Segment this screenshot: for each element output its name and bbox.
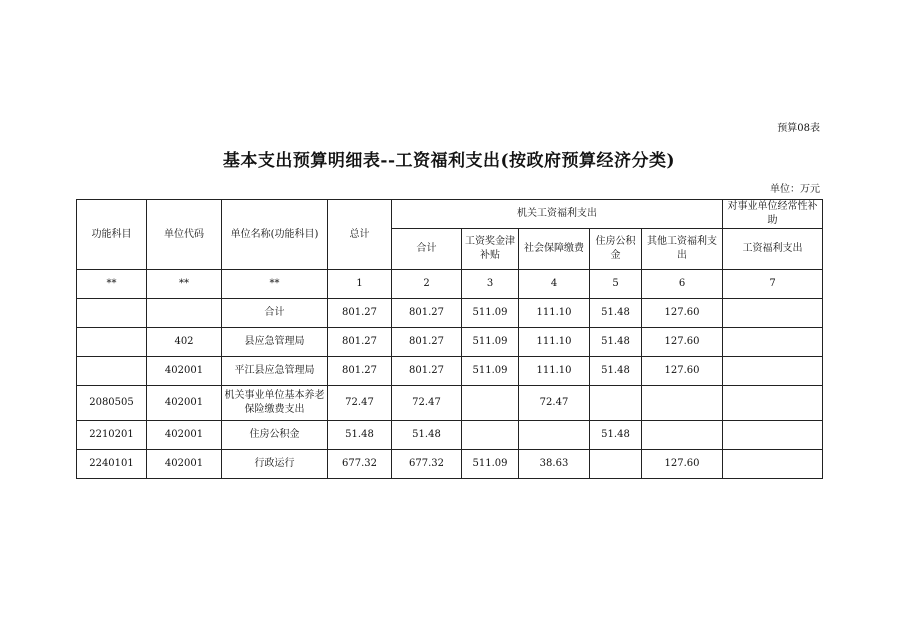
table-cell bbox=[147, 299, 222, 328]
header-unit-code: 单位代码 bbox=[147, 200, 222, 270]
table-row bbox=[77, 421, 823, 450]
table-cell: 51.48 bbox=[590, 421, 642, 450]
table-cell bbox=[642, 421, 723, 450]
header-salary-bonus: 工资奖金津补贴 bbox=[462, 229, 519, 270]
index-cell: 3 bbox=[462, 270, 519, 299]
form-number: 预算08表 bbox=[777, 123, 820, 134]
table-cell bbox=[590, 450, 642, 479]
table-cell bbox=[462, 421, 519, 450]
table-cell: 402001 bbox=[147, 421, 222, 450]
table-cell: 402 bbox=[147, 328, 222, 357]
table-cell: 2080505 bbox=[77, 386, 147, 421]
table-cell: 402001 bbox=[147, 357, 222, 386]
table-cell: 801.27 bbox=[392, 357, 462, 386]
table-cell: 511.09 bbox=[462, 328, 519, 357]
table-cell: 111.10 bbox=[519, 357, 590, 386]
table-row bbox=[77, 299, 823, 328]
table-cell bbox=[642, 386, 723, 421]
table-cell: 127.60 bbox=[642, 328, 723, 357]
table-cell: 677.32 bbox=[392, 450, 462, 479]
table-cell bbox=[723, 299, 823, 328]
index-cell: 4 bbox=[519, 270, 590, 299]
index-cell: ** bbox=[77, 270, 147, 299]
table-cell: 51.48 bbox=[590, 357, 642, 386]
table-cell: 111.10 bbox=[519, 299, 590, 328]
table-cell: 72.47 bbox=[519, 386, 590, 421]
table-cell: 127.60 bbox=[642, 450, 723, 479]
header-group-org: 机关工资福利支出 bbox=[392, 200, 723, 229]
table-cell: 51.48 bbox=[328, 421, 392, 450]
table-cell: 801.27 bbox=[328, 357, 392, 386]
table-cell: 127.60 bbox=[642, 299, 723, 328]
index-cell: 7 bbox=[723, 270, 823, 299]
header-social-security: 社会保障缴费 bbox=[519, 229, 590, 270]
table-cell: 511.09 bbox=[462, 357, 519, 386]
table-cell: 51.48 bbox=[590, 299, 642, 328]
table-cell: 402001 bbox=[147, 386, 222, 421]
table-cell: 县应急管理局 bbox=[222, 328, 328, 357]
table-cell: 511.09 bbox=[462, 450, 519, 479]
table-cell bbox=[462, 386, 519, 421]
table-cell bbox=[723, 421, 823, 450]
header-other-welfare: 其他工资福利支出 bbox=[642, 229, 723, 270]
header-unit-name: 单位名称(功能科目) bbox=[222, 200, 328, 270]
table-row bbox=[77, 328, 823, 357]
table-cell: 2210201 bbox=[77, 421, 147, 450]
table-cell bbox=[723, 328, 823, 357]
table-cell bbox=[723, 450, 823, 479]
table-cell: 111.10 bbox=[519, 328, 590, 357]
table-cell bbox=[723, 386, 823, 421]
table-cell: 72.47 bbox=[392, 386, 462, 421]
table-row bbox=[77, 450, 823, 479]
table-cell: 机关事业单位基本养老保险缴费支出 bbox=[222, 386, 328, 421]
table-cell: 511.09 bbox=[462, 299, 519, 328]
header-subtotal: 合计 bbox=[392, 229, 462, 270]
table-cell: 51.48 bbox=[392, 421, 462, 450]
table-cell bbox=[77, 328, 147, 357]
index-cell: ** bbox=[222, 270, 328, 299]
table-cell: 677.32 bbox=[328, 450, 392, 479]
table-row bbox=[77, 386, 823, 421]
index-cell: 5 bbox=[590, 270, 642, 299]
index-cell: 2 bbox=[392, 270, 462, 299]
table-cell: 平江县应急管理局 bbox=[222, 357, 328, 386]
table-cell: 402001 bbox=[147, 450, 222, 479]
table-cell bbox=[723, 357, 823, 386]
table-cell bbox=[77, 357, 147, 386]
table-cell: 72.47 bbox=[328, 386, 392, 421]
table-cell: 801.27 bbox=[328, 299, 392, 328]
table-cell: 2240101 bbox=[77, 450, 147, 479]
index-cell: ** bbox=[147, 270, 222, 299]
index-row bbox=[77, 270, 823, 299]
table-cell: 51.48 bbox=[590, 328, 642, 357]
header-row-1 bbox=[77, 200, 823, 229]
header-housing-fund: 住房公积金 bbox=[590, 229, 642, 270]
index-cell: 6 bbox=[642, 270, 723, 299]
header-total: 总计 bbox=[328, 200, 392, 270]
header-group-subsidy: 对事业单位经常性补助 bbox=[723, 200, 823, 229]
table-cell bbox=[590, 386, 642, 421]
header-subsidy-welfare: 工资福利支出 bbox=[723, 229, 823, 270]
table-cell: 801.27 bbox=[328, 328, 392, 357]
table-cell: 合计 bbox=[222, 299, 328, 328]
budget-table bbox=[76, 199, 823, 479]
table-cell: 38.63 bbox=[519, 450, 590, 479]
table-cell: 住房公积金 bbox=[222, 421, 328, 450]
table-cell: 行政运行 bbox=[222, 450, 328, 479]
table-cell: 801.27 bbox=[392, 328, 462, 357]
unit-label: 单位：万元 bbox=[770, 184, 820, 195]
table-row bbox=[77, 357, 823, 386]
header-func-subject: 功能科目 bbox=[77, 200, 147, 270]
page-title: 基本支出预算明细表--工资福利支出(按政府预算经济分类) bbox=[222, 151, 676, 171]
table-cell bbox=[77, 299, 147, 328]
table-cell bbox=[519, 421, 590, 450]
index-cell: 1 bbox=[328, 270, 392, 299]
table-cell: 801.27 bbox=[392, 299, 462, 328]
table-cell: 127.60 bbox=[642, 357, 723, 386]
